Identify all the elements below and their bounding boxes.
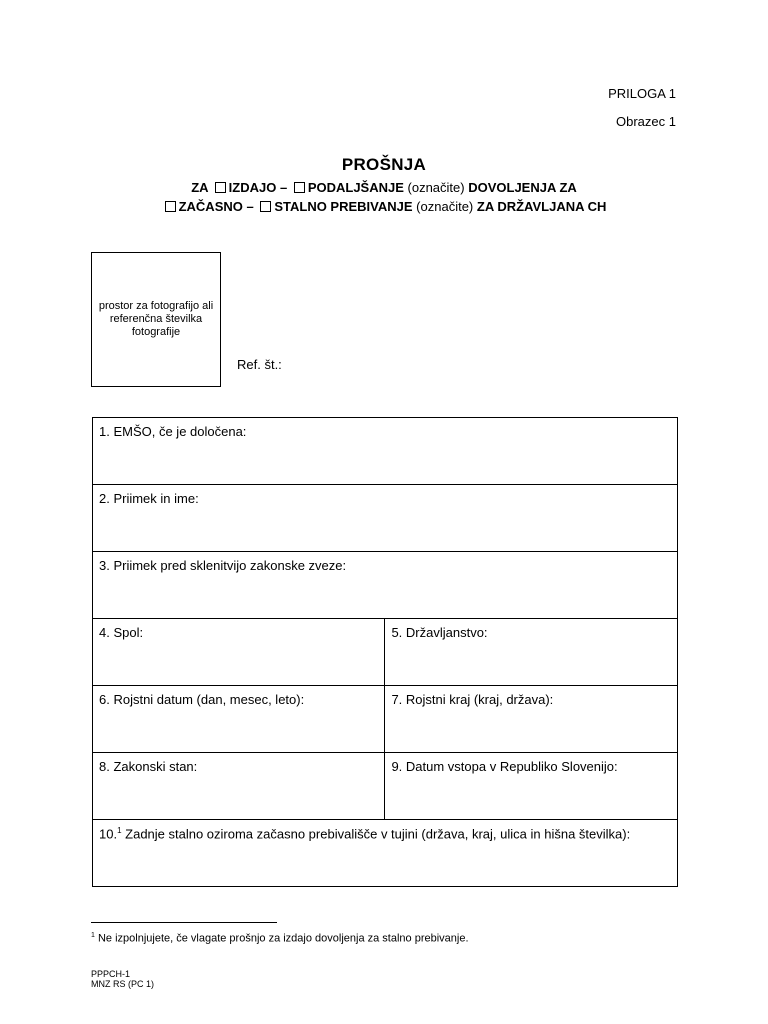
footnote-marker: 1 <box>117 826 122 835</box>
field-label: 8. Zakonski stan: <box>99 759 198 774</box>
field-label: 6. Rojstni datum (dan, mesec, leto): <box>99 692 305 707</box>
field-label: 1. EMŠO, če je določena: <box>99 424 247 439</box>
subtitle-prefix: ZA <box>191 180 209 195</box>
field-label: Zadnje stalno oziroma začasno prebivališče v tujini (država, kraj, ulica in hišna številka): <box>121 826 631 842</box>
checkbox-podaljsanje[interactable] <box>294 182 305 193</box>
option-zacasno-label: ZAČASNO – <box>178 199 254 214</box>
field-number: 10. <box>99 826 118 842</box>
mark-note: (označite) <box>416 199 474 214</box>
issuer-code: MNZ RS (PC 1) <box>91 979 154 989</box>
option-podaljsanje-label: PODALJŠANJE <box>307 180 404 195</box>
field-maiden-name[interactable] <box>93 552 678 619</box>
mark-note: (označite) <box>407 180 465 195</box>
form-code: PPPCH-1 <box>91 969 131 979</box>
footnote-separator <box>91 922 277 923</box>
field-birth-date[interactable] <box>93 686 385 753</box>
field-sex[interactable] <box>93 619 385 686</box>
field-surname-name[interactable] <box>93 485 678 552</box>
application-form-table <box>92 417 678 887</box>
form-number-label: Obrazec 1 <box>616 114 676 129</box>
photo-box[interactable] <box>91 252 221 387</box>
checkbox-izdajo[interactable] <box>215 182 226 193</box>
checkbox-zacasno[interactable] <box>165 201 176 212</box>
subtitle-line-2 <box>0 199 768 214</box>
page-title: PROŠNJA <box>341 155 427 174</box>
subtitle-suffix: ZA DRŽAVLJANA CH <box>476 199 607 214</box>
field-label: 5. Državljanstvo: <box>391 625 488 640</box>
field-label: 9. Datum vstopa v Republiko Slovenijo: <box>391 759 618 774</box>
field-emso[interactable] <box>93 418 678 485</box>
footnote-marker: 1 <box>91 932 95 939</box>
field-label: 7. Rojstni kraj (kraj, država): <box>391 692 554 707</box>
field-label: 3. Priimek pred sklenitvijo zakonske zveze: <box>99 558 347 573</box>
field-label: 2. Priimek in ime: <box>99 491 199 506</box>
footnote <box>91 932 469 945</box>
field-label: 4. Spol: <box>99 625 144 640</box>
checkbox-stalno[interactable] <box>260 201 271 212</box>
field-entry-date[interactable] <box>385 753 678 820</box>
option-stalno-label: STALNO PREBIVANJE <box>274 199 413 214</box>
field-citizenship[interactable] <box>385 619 678 686</box>
attachment-label: PRILOGA 1 <box>608 86 676 101</box>
photo-box-label: prostor za fotografijo ali referenčna številka fotografije <box>98 300 214 338</box>
reference-number-label: Ref. št.: <box>237 357 282 372</box>
subtitle-suffix: DOVOLJENJA ZA <box>468 180 577 195</box>
field-birth-place[interactable] <box>385 686 678 753</box>
field-last-residence[interactable] <box>93 820 678 887</box>
subtitle-line-1 <box>0 180 768 195</box>
footnote-text: Ne izpolnjujete, če vlagate prošnjo za izdajo dovoljenja za stalno prebivanje. <box>94 932 469 945</box>
field-marital-status[interactable] <box>93 753 385 820</box>
option-izdajo-label: IZDAJO – <box>228 180 288 195</box>
